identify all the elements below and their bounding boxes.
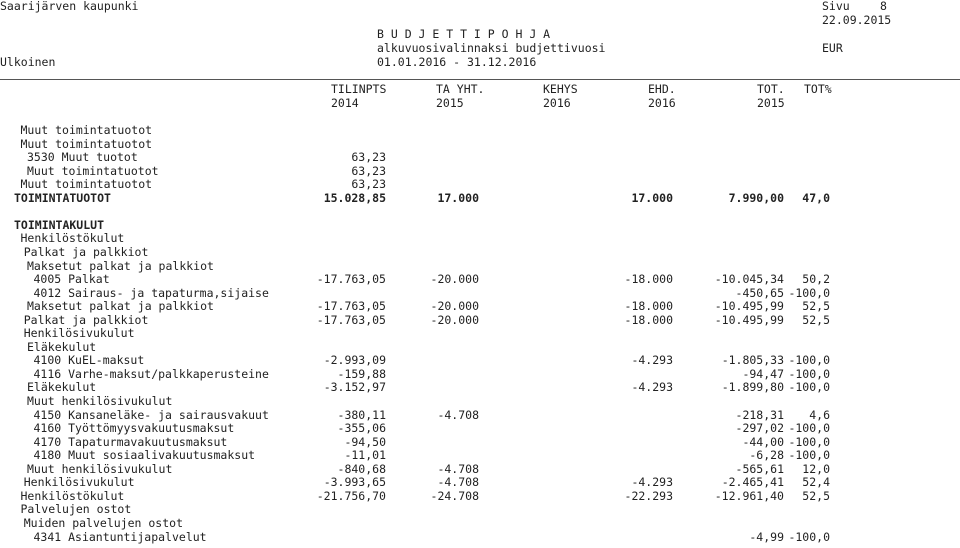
cell-t14: -21.756,70 [316, 488, 386, 503]
table-row [0, 299, 960, 313]
cell-tot: -4,99 [749, 529, 784, 544]
cell-e16: -4.293 [631, 475, 673, 490]
cell-t14: -355,06 [337, 421, 386, 436]
cell-t14: -2.993,09 [323, 353, 386, 368]
cell-t14: -94,50 [344, 434, 386, 449]
table-row [0, 408, 960, 422]
row-label: Muut toimintatuotot [27, 163, 159, 178]
cell-pct: -100,0 [788, 529, 830, 544]
report-title: B U D J E T T I P O H J A [377, 27, 551, 41]
table-row [0, 421, 960, 435]
cell-e16: -18.000 [624, 299, 673, 314]
report-date: 22.09.2015 [822, 13, 892, 27]
row-label: TOIMINTAKULUT [14, 217, 105, 232]
row-label: Henkilöstökulut [20, 488, 125, 503]
col-year-ehd: 2016 [648, 96, 676, 110]
row-label: Henkilöstökulut [20, 231, 125, 246]
cell-pct: -100,0 [788, 285, 830, 300]
row-label: Muut henkilösivukulut [27, 461, 173, 476]
row-label: Eläkekulut [27, 380, 97, 395]
row-label: Muiden palvelujen ostot [23, 515, 183, 530]
cell-e16: -4.293 [631, 380, 673, 395]
cell-ta15: -24.708 [430, 488, 479, 503]
cell-pct: 4,6 [809, 407, 830, 422]
cell-ta15: -20.000 [430, 312, 479, 327]
table-row [0, 272, 960, 286]
table-row [0, 435, 960, 449]
row-label: Muut toimintatuotot [20, 136, 153, 151]
table-row [0, 245, 960, 259]
row-label: TOIMINTATUOTOT [14, 190, 111, 205]
cell-tot: -218,31 [735, 407, 784, 422]
cell-t14: -840,68 [337, 461, 386, 476]
table-row [0, 462, 960, 476]
cell-ta15: 17.000 [437, 190, 479, 205]
row-label: Palkat ja palkkiot [23, 312, 149, 327]
cell-ta15: -4.708 [437, 407, 479, 422]
table-row [0, 353, 960, 367]
col-header-ehd: EHD. [648, 82, 676, 96]
table-row [0, 367, 960, 381]
org-name: Saarijärven kaupunki [0, 0, 139, 13]
row-label: 4005 Palkat [33, 272, 110, 287]
table-row [0, 150, 960, 164]
cell-t14: -17.763,05 [316, 272, 386, 287]
cell-pct: 47,0 [802, 190, 830, 205]
cell-t14: -3.993,65 [323, 475, 386, 490]
table-row [0, 489, 960, 503]
row-label: Muut toimintatuotot [20, 123, 153, 137]
row-label: 4150 Kansaneläke- ja sairausvakuut [33, 407, 269, 422]
cell-tot: -297,02 [735, 421, 784, 436]
col-header-tilinpts: TILINPTS [331, 82, 387, 96]
cell-tot: -2.465,41 [721, 475, 784, 490]
row-label: 4012 Sairaus- ja tapaturma,sijaise [33, 285, 269, 300]
row-label: Muut toimintatuotot [20, 177, 153, 192]
row-label: 4160 Työttömyysvakuutusmaksut [33, 421, 235, 436]
header-divider [0, 79, 960, 80]
table-row [0, 286, 960, 300]
cell-tot: -44,00 [742, 434, 784, 449]
row-label: 4100 KuEL-maksut [33, 353, 145, 368]
table-row [0, 502, 960, 516]
cell-t14: 63,23 [351, 150, 386, 165]
cell-tot: -450,65 [735, 285, 784, 300]
table-row [0, 313, 960, 327]
table-row [0, 394, 960, 408]
cell-e16: -22.293 [624, 488, 673, 503]
cell-tot: -12.961,40 [714, 488, 784, 503]
col-header-kehys: KEHYS [543, 82, 578, 96]
report-subtitle: alkuvuosivalinnaksi budjettivuosi [377, 41, 606, 55]
table-row [0, 530, 960, 544]
table-row [0, 123, 960, 137]
col-header-ta-yht: TA YHT. [436, 82, 485, 96]
table-row [0, 380, 960, 394]
cell-tot: -565,61 [735, 461, 784, 476]
row-label: Henkilösivukulut [23, 326, 135, 341]
cell-pct: 52,5 [802, 312, 830, 327]
row-label: 4116 Varhe-maksut/palkkaperusteine [33, 366, 269, 381]
row-label: Muut henkilösivukulut [27, 394, 173, 408]
table-row [0, 231, 960, 245]
cell-ta15: -20.000 [430, 272, 479, 287]
table-row [0, 475, 960, 489]
row-label: 4170 Tapaturmavakuutusmaksut [33, 434, 228, 449]
cell-pct: -100,0 [788, 353, 830, 368]
cell-pct: -100,0 [788, 380, 830, 395]
table-row [0, 340, 960, 354]
table-row [0, 191, 960, 205]
cell-e16: -18.000 [624, 272, 673, 287]
page-label: Sivu [822, 0, 850, 13]
cell-ta15: -4.708 [437, 475, 479, 490]
cell-pct: 52,4 [802, 475, 830, 490]
table-row [0, 516, 960, 530]
table-row [0, 218, 960, 232]
cell-pct: -100,0 [788, 448, 830, 463]
table-row [0, 326, 960, 340]
cell-pct: 52,5 [802, 488, 830, 503]
table-row [0, 259, 960, 273]
cell-ta15: -4.708 [437, 461, 479, 476]
cell-t14: 15.028,85 [323, 190, 386, 205]
table-row [0, 137, 960, 151]
col-year-ta-yht: 2015 [436, 96, 464, 110]
period-label: 01.01.2016 - 31.12.2016 [377, 55, 537, 69]
row-label: Henkilösivukulut [23, 475, 135, 490]
col-year-kehys: 2016 [543, 96, 571, 110]
cell-t14: 63,23 [351, 163, 386, 178]
cell-t14: -159,88 [337, 366, 386, 381]
currency-label: EUR [822, 41, 843, 55]
cell-e16: -4.293 [631, 353, 673, 368]
cell-pct: -100,0 [788, 366, 830, 381]
cell-tot: -1.899,80 [721, 380, 784, 395]
cell-tot: -1.805,33 [721, 353, 784, 368]
cell-e16: -18.000 [624, 312, 673, 327]
cell-t14: -11,01 [344, 448, 386, 463]
col-year-tot: 2015 [757, 96, 785, 110]
row-label: Maksetut palkat ja palkkiot [27, 258, 214, 273]
cell-t14: -380,11 [337, 407, 386, 422]
col-header-tot-pct: TOT% [804, 82, 832, 96]
row-label: 3530 Muut tuotot [27, 150, 138, 165]
table-row [0, 204, 960, 218]
row-label: Maksetut palkat ja palkkiot [27, 299, 214, 314]
view-label: Ulkoinen [0, 55, 56, 69]
cell-pct: 50,2 [802, 272, 830, 287]
cell-t14: -3.152,97 [323, 380, 386, 395]
row-label: Palkat ja palkkiot [23, 244, 149, 259]
row-label: 4341 Asiantuntijapalvelut [33, 529, 207, 544]
cell-tot: -6,28 [749, 448, 784, 463]
cell-tot: -10.495,99 [714, 312, 784, 327]
cell-e16: 17.000 [631, 190, 673, 205]
cell-tot: 7.990,00 [728, 190, 784, 205]
cell-pct: -100,0 [788, 434, 830, 449]
table-row [0, 164, 960, 178]
cell-tot: -94,47 [742, 366, 784, 381]
cell-t14: -17.763,05 [316, 312, 386, 327]
cell-t14: -17.763,05 [316, 299, 386, 314]
cell-pct: 52,5 [802, 299, 830, 314]
cell-pct: 12,0 [802, 461, 830, 476]
row-label: Palvelujen ostot [20, 502, 132, 517]
cell-tot: -10.045,34 [714, 272, 784, 287]
row-label: 4180 Muut sosiaalivakuutusmaksut [33, 448, 256, 463]
col-year-tilinpts: 2014 [331, 96, 359, 110]
row-label: Eläkekulut [27, 339, 97, 354]
cell-t14: 63,23 [351, 177, 386, 192]
page-number: 8 [880, 0, 887, 13]
col-header-tot: TOT. [757, 82, 785, 96]
cell-tot: -10.495,99 [714, 299, 784, 314]
table-row [0, 448, 960, 462]
cell-ta15: -20.000 [430, 299, 479, 314]
table-row [0, 177, 960, 191]
cell-pct: -100,0 [788, 421, 830, 436]
